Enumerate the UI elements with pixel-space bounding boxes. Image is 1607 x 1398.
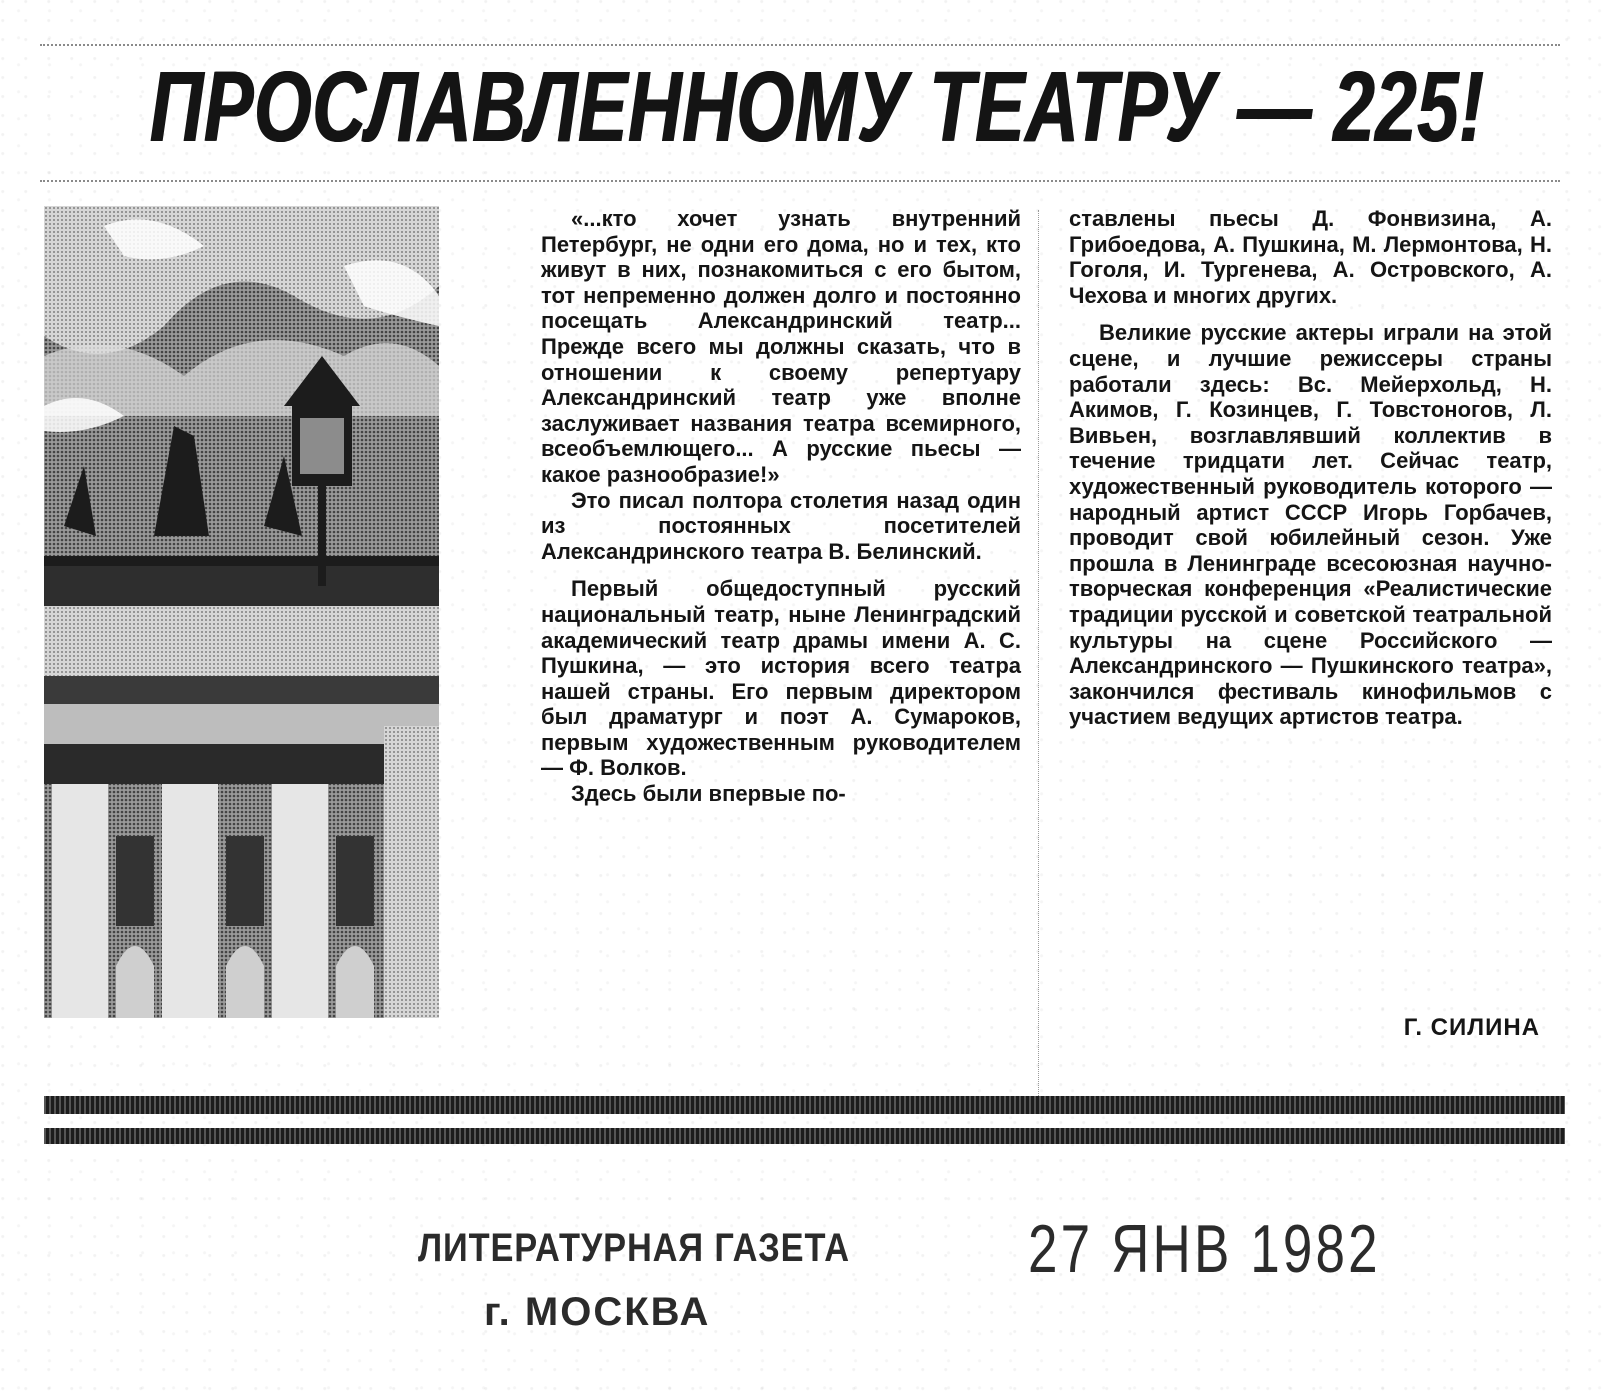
article-paragraph: Здесь были впервые по- xyxy=(571,781,846,807)
theatre-photo xyxy=(44,206,439,1018)
newspaper-stamp-title: ЛИТЕРАТУРНАЯ ГАЗЕТА xyxy=(418,1226,850,1270)
newspaper-stamp-city: г. МОСКВА xyxy=(484,1290,711,1334)
article-column-2 xyxy=(1069,206,1552,730)
headline-underline xyxy=(40,180,1560,182)
bottom-rule xyxy=(44,1128,1565,1144)
bottom-rule xyxy=(44,1096,1565,1114)
article-paragraph: Первый общедоступный русский национальный театр, ныне Ленинградский академический театр драмы имени А. С. Пушкина, — это история всего театра нашей страны. Его первым директором был драматург и поэт А. Сумароков, первым художественным руководителем — Ф. Волков. xyxy=(541,576,1021,781)
article-column-1 xyxy=(541,206,1021,807)
article-paragraph: Великие русские актеры играли на этой сцене, и лучшие режиссеры страны работали здесь: Вс. Мейерхольд, Н. Акимов, Г. Козинцев, Г. Товстоногов, Л. Вивьен, возглавлявший коллектив в течение тридцати лет. Сейчас театр, художественный руководитель которого — народный артист СССР Игорь Горбачев, проводит свой юбилейный сезон. Уже прошла в Ленинграде всесоюзная научно-творческая конференция «Реалистические традиции русской и советской театральной культуры на сцене Российского — Александринского — Пушкинского театра», закончился фестиваль кинофильмов с участием ведущих артистов театра. xyxy=(1069,320,1552,730)
author-signature: Г. СИЛИНА xyxy=(1403,1014,1540,1041)
clipping-top-edge xyxy=(40,44,1560,46)
headline: ПРОСЛАВЛЕННОМУ ТЕАТРУ — 225! xyxy=(150,51,1485,163)
newspaper-stamp-date: 27 ЯНВ 1982 xyxy=(1028,1211,1381,1287)
theatre-facade-image xyxy=(44,206,439,1018)
article-paragraph: «...кто хочет узнать внутренний Петербург, не одни его дома, но и тех, кто живут в них, познакомиться с его бытом, тот непременно должен долго и постоянно посещать Александринский театр... Прежде всего мы должны сказать, что в отношении к своему репертуару Александринский театр уже вполне заслуживает названия театра всемирного, всеобъемлющего... А русские пьесы — какое разнообразие!» xyxy=(541,206,1021,487)
column-divider xyxy=(1038,210,1039,1100)
article-paragraph: Это писал полтора столетия назад один из постоянных посетителей Александринского театра В. Белинский. xyxy=(541,487,1021,564)
article-paragraph: ставлены пьесы Д. Фонвизина, А. Грибоедова, А. Пушкина, М. Лермонтова, Н. Гоголя, И. Тургенева, А. Островского, А. Чехова и многих других. xyxy=(1069,206,1552,308)
